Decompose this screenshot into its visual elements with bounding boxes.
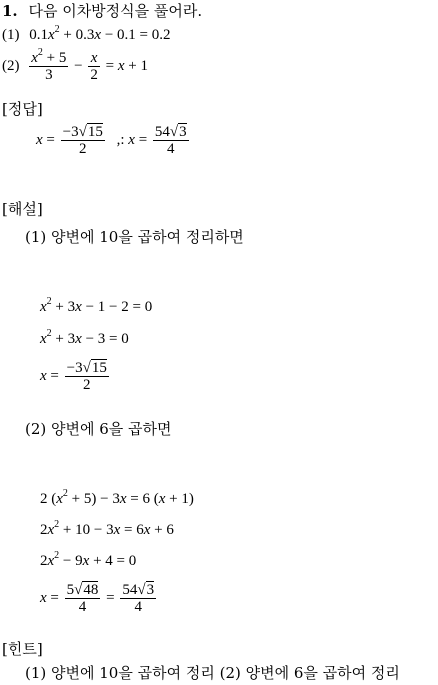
item1-equation: $0.1x^2 + 0.3x - 0.1 = 0.2$ [29, 24, 171, 43]
step2-eq-1: 2 $(x^2 + 5) - 3x = 6$ (x + 1) [40, 488, 194, 507]
step2-eq-2: $2x^2 + 10 - 3x = 6x + 6$ [40, 519, 174, 538]
item2-equation: $\frac{x^2 + 5}{3}$ − $\frac{x}{2}$ = x + 1 [31, 47, 148, 84]
problem-item-1 [2, 26, 170, 44]
answer-equation: x = $\frac{-3√15}{2}$ ,: x = $\frac{54√3}{4}$ [36, 124, 187, 158]
answer-separator: ,: [116, 132, 125, 148]
answer-header: [정답] [2, 100, 43, 118]
hint-text: (1) 양변에 10을 곱하여 정리 (2) 양변에 6을 곱하여 정리 [25, 664, 400, 682]
hint-header: [힌트] [2, 640, 43, 658]
explanation-header: [해설] [2, 200, 43, 218]
problem-heading [2, 2, 202, 20]
item1-label: (1) [2, 27, 20, 43]
problem-instruction: 다음 이차방정식을 풀어라. [28, 2, 203, 20]
problem-item-2 [2, 48, 148, 84]
step2-eq-4: x = $\frac{5√48}{4}$ = $\frac{54√3}{4}$ [40, 582, 155, 616]
explanation-step-2: (2) 양변에 6을 곱하면 [25, 420, 172, 438]
item2-label: (2) [2, 58, 20, 74]
step1-eq-3: x = $\frac{-3√15}{2}$ [40, 360, 107, 394]
step1-eq-1: $x^2 + 3x - 1 - 2 = 0$ [40, 296, 153, 315]
explanation-step-1: (1) 양변에 10을 곱하여 정리하면 [25, 228, 244, 246]
step1-eq-2: $x^2 + 3x - 3 = 0$ [40, 328, 129, 347]
step2-eq-3: $2x^2 - 9x + 4 = 0$ [40, 550, 137, 569]
problem-number: 1. [2, 2, 18, 20]
